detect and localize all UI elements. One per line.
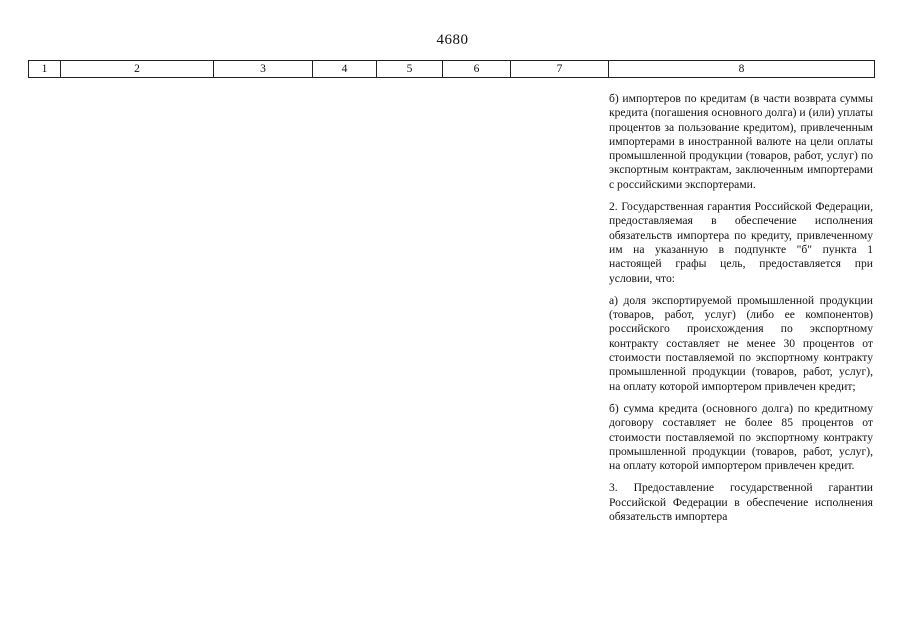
paragraph-2b-credit-amount-limit: б) сумма кредита (основного долга) по кредитному договору составляет не более 85 процентов от стоимости поставляемой по экспортному контракту промышленной продукции (товаров, работ, услуг), на оплату которой импортером привлечен кредит. [609, 401, 873, 473]
column-number-2: 2 [61, 61, 214, 78]
paragraph-2-guarantee-conditions: 2. Государственная гарантия Российской Федерации, предоставляемая в обеспечение исполнения обязательств импортера по кредиту, привлеченному им на указанную в подпункте "б" пункта 1 настоящей графы цель, предоставляется при условии, что: [609, 200, 873, 285]
paragraph-3-guarantee-provision: 3. Предоставление государственной гарантии Российской Федерации в обеспечение исполнения обязательств импортера [609, 481, 873, 524]
column-number-7: 7 [511, 61, 609, 78]
column-number-5: 5 [377, 61, 443, 78]
column-number-1: 1 [29, 61, 61, 78]
column-number-8: 8 [609, 61, 875, 78]
page-number: 4680 [436, 32, 469, 48]
column-number-3: 3 [214, 61, 313, 78]
column-number-header-row [28, 60, 875, 78]
column-8-content [609, 92, 873, 532]
column-number-4: 4 [313, 61, 377, 78]
paragraph-1b-importers-credits: б) импортеров по кредитам (в части возврата суммы кредита (погашения основного долга) и (или) уплаты процентов за пользование кредитом), привлеченным импортерами в иностранной валюте на цели оплаты промышленной продукции (товаров, работ, услуг) по экспортным контрактам, заключенным импортерами с российскими экспортерами. [609, 92, 873, 191]
column-number-6: 6 [443, 61, 511, 78]
paragraph-2a-russian-origin-share: а) доля экспортируемой промышленной продукции (товаров, работ, услуг) (либо ее компонентов) российского происхождения по экспортному контракту составляет не менее 30 процентов от стоимости поставляемой по экспортному контракту промышленной продукции (товаров, работ, услуг), на оплату которой импортером привлечен кредит; [609, 293, 873, 393]
